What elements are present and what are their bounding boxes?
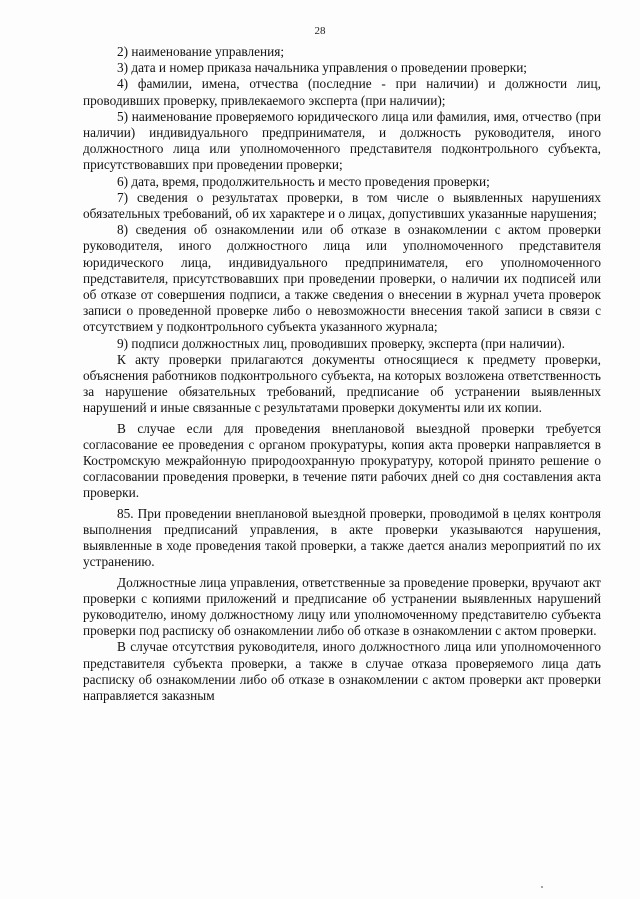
paragraph-item-4: 4) фамилии, имена, отчества (последние - при наличии) и должности лиц, проводивших проверку, привлекаемого эксперта (при наличии); [83,76,601,108]
document-body [83,44,601,704]
page-number: 28 [314,25,326,37]
paragraph-prosecutor-approval: В случае если для проведения внеплановой выездной проверки требуется согласование ее проведения с органом прокуратуры, копия акта проверки направляется в Костромскую межрайонную природоохранную прокуратуру, которой принято решение о согласовании проведения проверки, в течение пяти рабочих дней со дня составления акта проверки. [83,420,601,501]
paragraph-item-8: 8) сведения об ознакомлении или об отказе в ознакомлении с актом проверки руководителя, иного должностного лица или уполномоченного представителя юридического лица, индивидуального предпринимателя, его уполномоченного представителя, присутствовавших при проведении проверки, о наличии их подписей или об отказе от совершения подписи, а также сведения о внесении в журнал учета проверок записи о проведенной проверке либо о невозможности внесения такой записи в связи с отсутствием у подконтрольного субъекта указанного журнала; [83,222,601,335]
scan-speck [541,886,543,888]
paragraph-item-7: 7) сведения о результатах проверки, в том числе о выявленных нарушениях обязательных требований, об их характере и о лицах, допустивших указанные нарушения; [83,189,601,222]
paragraph-item-2: 2) наименование управления; [117,44,285,59]
paragraph-item-3: 3) дата и номер приказа начальника управления о проведении проверки; [117,60,528,76]
paragraph-attachments: К акту проверки прилагаются документы относящиеся к предмету проверки, объяснения работников подконтрольного субъекта, на которых возложена ответственность за нарушение обязательных требований, предписание об устранении выявленных нарушений и иные связанные с результатами проверки документы или их копии. [83,351,601,416]
paragraph-section-85: 85. При проведении внеплановой выездной проверки, проводимой в целях контроля выполнения предписаний управления, в акте проверки указываются нарушения, выявленные в ходе проведения такой проверки, а также дается анализ мероприятий по их устранению. [83,505,601,570]
paragraph-item-9: 9) подписи должностных лиц, проводивших проверку, эксперта (при наличии). [117,335,565,351]
paragraph-item-5: 5) наименование проверяемого юридического лица или фамилия, имя, отчество (при наличии) индивидуального предпринимателя, и должность руководителя, иного должностного лица или уполномоченного представителя подконтрольного субъекта, присутствовавших при проведении проверки; [83,108,601,173]
paragraph-item-6: 6) дата, время, продолжительность и место проведения проверки; [117,173,490,189]
paragraph-handover: Должностные лица управления, ответственные за проведение проверки, вручают акт проверки с копиями приложений и предписание об устранении выявленных нарушений руководителю, иному должностному лицу или уполномоченному представителю субъекта проверки под расписку об ознакомлении либо об отказе в ознакомлении с актом проверки. [83,574,601,639]
paragraph-absence: В случае отсутствия руководителя, иного должностного лица или уполномоченного представителя субъекта проверки, а также в случае отказа проверяемого лица дать расписку об ознакомлении либо об отказе в ознакомлении с актом проверки акт проверки направляется заказным [83,639,601,703]
